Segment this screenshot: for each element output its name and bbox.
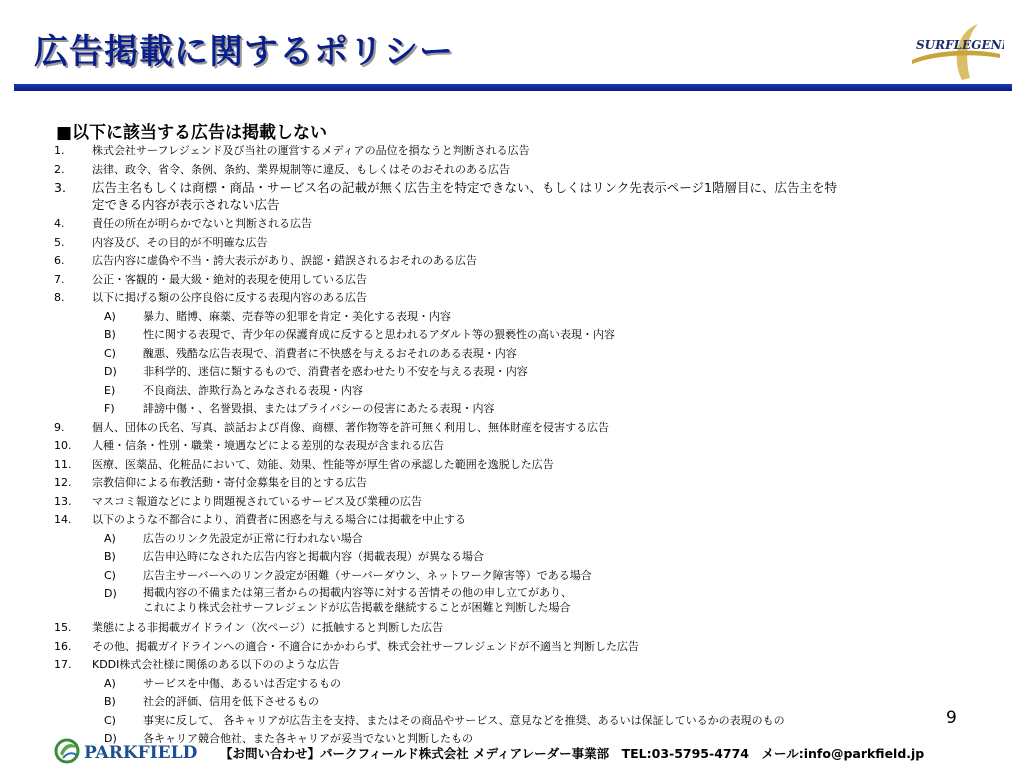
list-item: 8. 以下に掲げる類の公序良俗に反する表現内容のある広告 [54, 291, 367, 304]
list-item: 5. 内容及び、その目的が不明確な広告 [54, 235, 268, 249]
list-item: 4. 責任の所在が明らかでないと判断される広告 [54, 217, 312, 230]
list-subitem: C) 事実に反して、 各キャリアが広告主を支持、またはその商品やサービス、意見などを推奨、あるいは保証しているかの表現のもの [104, 713, 785, 727]
footer [52, 734, 1024, 768]
svg-text:PARKFIELD: PARKFIELD [84, 743, 198, 763]
list-item: 15. 業態による非掲載ガイドライン（次ページ）に抵触すると判断した広告 [54, 621, 444, 634]
list-subitem: A) 暴力、賭博、麻薬、売春等の犯罪を肯定・美化する表現・内容 [104, 309, 451, 323]
contact-info: 【お問い合わせ】パークフィールド株式会社 メディアレーダー事業部 TEL:03-5795-4774 メール:info@parkfield.jp [220, 746, 925, 761]
page-title: 広告掲載に関するポリシー [34, 32, 454, 72]
list-subitem: D) 非科学的、迷信に類するもので、消費者を惑わせたり不安を与える表現・内容 [104, 365, 528, 378]
list-item: 9. 個人、団体の氏名、写真、談話および肖像、商標、著作物等を許可無く利用し、無体財産を侵害する広告 [54, 420, 609, 434]
section-heading: ■以下に該当する広告は掲載しない [56, 123, 328, 143]
list-subitem: B) 広告申込時になされた広告内容と掲載内容（掲載表現）が異なる場合 [104, 550, 484, 563]
policy-list [0, 142, 1024, 749]
list-subitem: A) 広告のリンク先設定が正常に行われない場合 [104, 531, 363, 545]
list-item: 16. その他、掲載ガイドラインへの適合・不適合にかかわらず、株式会社サーフレジェンドが不適当と判断した広告 [54, 639, 639, 653]
title-divider [14, 84, 1012, 91]
list-item: 1. 株式会社サーフレジェンド及び当社の運営するメディアの品位を損なうと判断される広告 [54, 144, 530, 157]
list-subitem: C) 広告主サーバーへのリンク設定が困難（サーバーダウン、ネットワーク障害等）である場合 [104, 568, 592, 582]
list-subitem: B) 性に関する表現で、青少年の保護育成に反すると思われるアダルト等の猥褻性の高い表現・内容 [104, 328, 616, 341]
list-item: 2. 法律、政令、省令、条例、条約、業界規制等に違反、もしくはそのおそれのある広告 [54, 162, 510, 176]
page-number: 9 [946, 708, 957, 728]
parkfield-logo [52, 734, 218, 768]
list-subitem: D) 各キャリア競合他社、また各キャリアが妥当でないと判断したもの [104, 732, 473, 745]
list-item: 3. 広告主名もしくは商標・商品・サービス名の記載が無く広告主を特定できない、もしくはリンク先表示ページ1階層目に、広告主を特 定できる内容が表示されない広告 [54, 180, 837, 212]
list-subitem: C) 醜悪、残酷な広告表現で、消費者に不快感を与えるおそれのある表現・内容 [104, 346, 517, 360]
list-item: 6. 広告内容に虚偽や不当・誇大表示があり、誤認・錯誤されるおそれのある広告 [54, 254, 477, 267]
list-item: 14. 以下のような不都合により、消費者に困惑を与える場合には掲載を中止する [54, 513, 466, 526]
list-item: 11. 医療、医薬品、化粧品において、効能、効果、性能等が厚生省の承認した範囲を逸脱した広告 [54, 457, 554, 471]
list-item: 17. KDDI株式会社様に関係のある以下ののような広告 [54, 658, 340, 671]
list-subitem: D) 掲載内容の不備または第三者からの掲載内容等に対する苦情その他の申し立てがあり、 これにより株式会社サーフレジェンドが広告掲載を継続することが困難と判断した場合 [104, 586, 572, 614]
list-item: 12. 宗教信仰による布教活動・寄付金募集を目的とする広告 [54, 476, 367, 489]
list-item: 7. 公正・客観的・最大級・絶対的表現を使用している広告 [54, 272, 367, 286]
list-subitem: F) 誹謗中傷・、名誉毀損、またはプライバシーの侵害にあたる表現・内容 [104, 402, 495, 415]
list-item: 10. 人種・信条・性別・職業・境遇などによる差別的な表現が含まれる広告 [54, 439, 444, 452]
surflegend-logo [904, 20, 1004, 86]
list-subitem: B) 社会的評価、信用を低下させるもの [104, 695, 319, 708]
list-item: 13. マスコミ報道などにより問題視されているサービス及び業種の広告 [54, 494, 422, 508]
svg-text:SURFLEGEND: SURFLEGEND [916, 38, 1004, 52]
list-subitem: E) 不良商法、詐欺行為とみなされる表現・内容 [104, 383, 363, 397]
list-subitem: A) サービスを中傷、あるいは否定するもの [104, 676, 341, 690]
